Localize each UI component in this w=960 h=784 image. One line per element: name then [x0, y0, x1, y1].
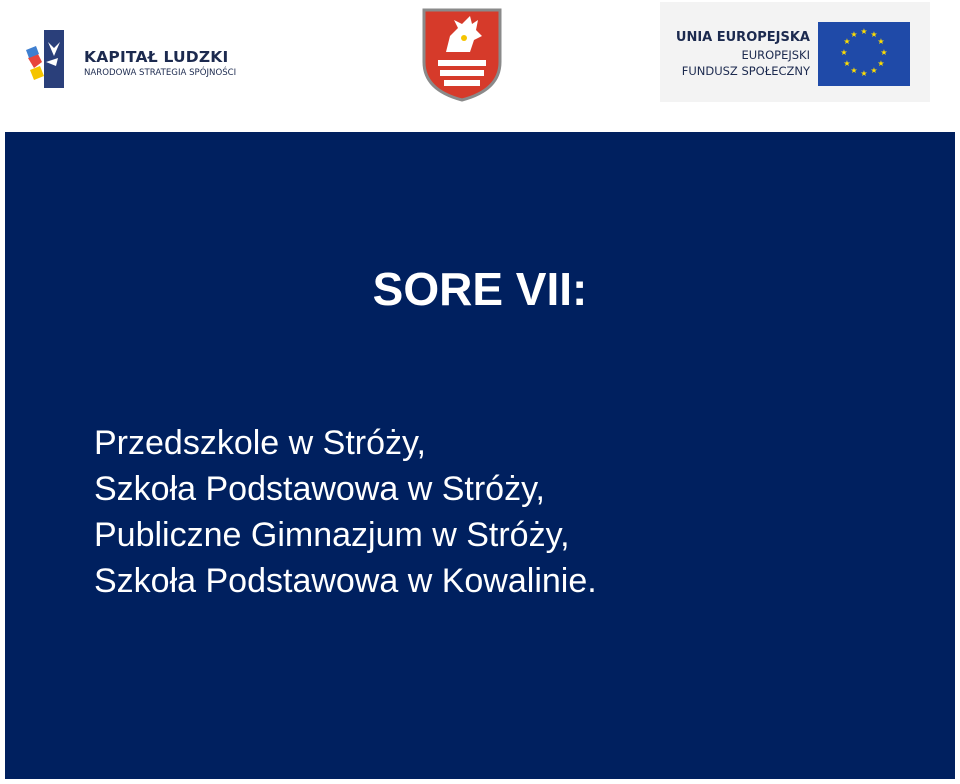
svg-text:★: ★	[877, 37, 885, 46]
svg-text:★: ★	[860, 69, 868, 78]
svg-text:★: ★	[877, 59, 885, 68]
eu-fund-line1: EUROPEJSKI	[741, 48, 810, 62]
eu-fund-line2: FUNDUSZ SPOŁECZNY	[681, 64, 810, 78]
list-item: Publiczne Gimnazjum w Stróży,	[94, 516, 570, 554]
svg-text:★: ★	[870, 66, 878, 75]
svg-text:★: ★	[843, 59, 851, 68]
eu-flag-icon	[818, 22, 910, 86]
svg-text:★: ★	[840, 48, 848, 57]
logo-header	[0, 0, 960, 132]
kapital-ludzki-title: KAPITAŁ LUDZKI	[84, 48, 229, 66]
svg-text:★: ★	[850, 30, 858, 39]
eu-logo	[660, 2, 930, 102]
kapital-ludzki-mark-icon	[24, 28, 70, 90]
list-item: Przedszkole w Stróży,	[94, 424, 426, 462]
slide-title: SORE VII:	[372, 263, 588, 315]
eu-title: UNIA EUROPEJSKA	[675, 30, 810, 45]
kapital-ludzki-logo	[24, 28, 254, 90]
svg-text:★: ★	[860, 27, 868, 36]
kapital-ludzki-subtitle: NARODOWA STRATEGIA SPÓJNOŚCI	[84, 68, 237, 78]
list-item: Szkoła Podstawowa w Kowalinie.	[94, 562, 597, 600]
svg-text:★: ★	[843, 37, 851, 46]
list-item: Szkoła Podstawowa w Stróży,	[94, 470, 545, 508]
svg-text:★: ★	[880, 48, 888, 57]
school-list	[94, 420, 597, 604]
svg-text:★: ★	[850, 66, 858, 75]
svg-text:★: ★	[870, 30, 878, 39]
coat-of-arms-icon	[420, 6, 504, 102]
